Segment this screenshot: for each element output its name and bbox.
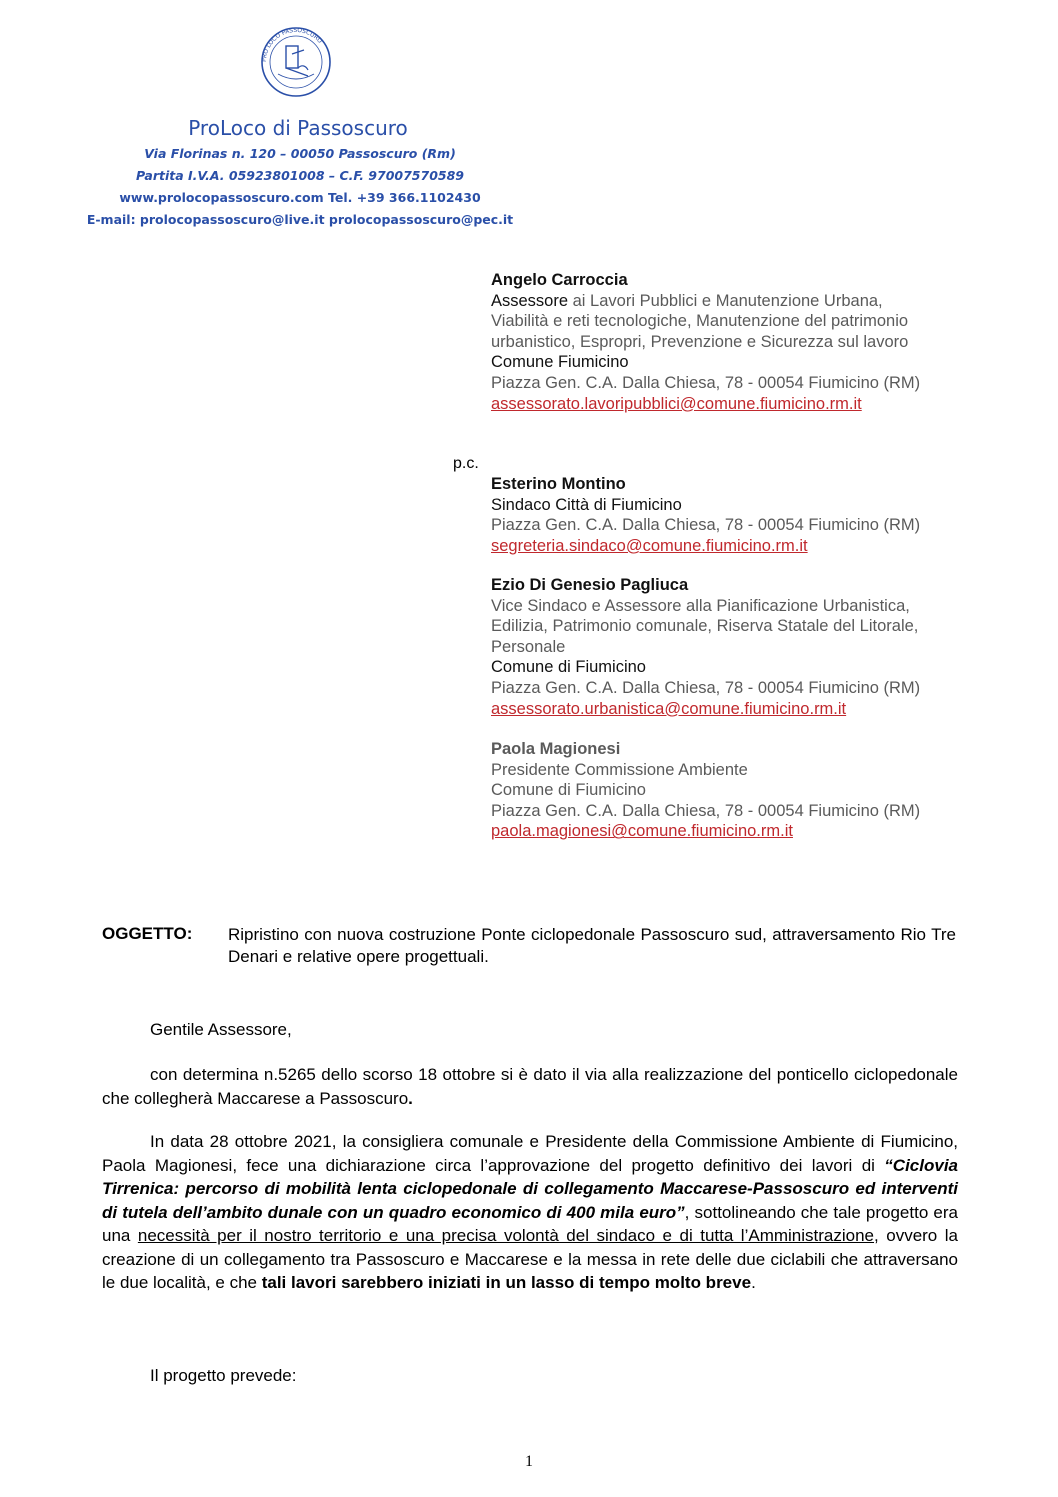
greeting: Gentile Assessore, <box>150 1020 292 1039</box>
org-web-phone[interactable]: www.prolocopassoscuro.com Tel. +39 366.1102430 <box>119 190 481 205</box>
recipient-role: Assessore ai Lavori Pubblici e Manutenzione Urbana, <box>491 291 883 310</box>
recipient-cc2 <box>491 575 920 719</box>
recipient-address: Piazza Gen. C.A. Dalla Chiesa, 78 - 00054 Fiumicino (RM) <box>491 373 921 392</box>
recipient-email-link[interactable]: assessorato.lavoripubblici@comune.fiumicino.rm.it <box>491 394 862 413</box>
recipient-entity: Comune di Fiumicino <box>491 781 646 800</box>
recipient-email-link[interactable]: assessorato.urbanistica@comune.fiumicino.rm.it <box>491 699 847 718</box>
recipient-address: Piazza Gen. C.A. Dalla Chiesa, 78 - 00054 Fiumicino (RM) <box>491 516 921 535</box>
recipient-role-line: Viabilità e reti tecnologiche, Manutenzione del patrimonio <box>491 312 909 331</box>
paragraph-2: In data 28 ottobre 2021, la consigliera comunale e Presidente della Commissione Ambiente di Fiumicino, Paola Magionesi, fece una dichiarazione circa l’approvazione del progetto definitivo dei lavori di “Ciclovia Tirrenica: percorso di mobilità lenta ciclopedonale di collegamento Maccarese-Passoscuro ed interventi di tutela dell’ambito dunale con un quadro economico di 400 mila euro”, sottolineando che tale progetto era una necessità per il nostro territorio e una precisa volontà del sindaco e di tutta l’Amministrazione, ovvero la creazione di un collegamento tra Passoscuro e Maccarese e la messa in rete delle due ciclabili che attraversano le due località, e che tali lavori sarebbero iniziati in un lasso di tempo molto breve. <box>102 1132 958 1292</box>
recipient-entity: Comune Fiumicino <box>491 353 629 372</box>
recipient-name: Paola Magionesi <box>491 740 621 758</box>
recipient-name: Esterino Montino <box>491 475 626 493</box>
org-tax-info: Partita I.V.A. 05923801008 – C.F. 97007570589 <box>136 168 464 183</box>
recipient-role-line: urbanistico, Espropri, Prevenzione e Sicurezza sul lavoro <box>491 332 909 351</box>
recipient-role-line: Personale <box>491 637 566 656</box>
org-email[interactable]: E-mail: prolocopassoscuro@live.it prolocopassoscuro@pec.it <box>86 212 514 227</box>
recipient-email-link[interactable]: paola.magionesi@comune.fiumicino.rm.it <box>491 822 793 841</box>
proloco-logo <box>258 24 334 100</box>
subject-text: Ripristino con nuova costruzione Ponte ciclopedonale Passoscuro sud, attraversamento Rio Tre Denari e relative opere progettuali. <box>228 925 956 966</box>
recipient-role: Presidente Commissione Ambiente <box>491 760 748 779</box>
org-name: ProLoco di Passoscuro <box>188 116 408 140</box>
recipient-main <box>491 270 920 414</box>
page-number: 1 <box>525 1453 533 1470</box>
recipient-address: Piazza Gen. C.A. Dalla Chiesa, 78 - 00054 Fiumicino (RM) <box>491 801 921 820</box>
recipient-cc3 <box>491 739 920 842</box>
paragraph-1: con determina n.5265 dello scorso 18 ottobre si è dato il via alla realizzazione del ponticello ciclopedonale che collegherà Maccarese a Passoscuro. <box>102 1065 958 1108</box>
org-address: Via Florinas n. 120 – 00050 Passoscuro (Rm) <box>144 146 456 161</box>
subject-label: OGGETTO: <box>102 924 193 943</box>
svg-text:PRO LOCO PASSOSCURO: PRO LOCO PASSOSCURO <box>260 26 324 63</box>
recipient-cc1 <box>491 474 920 556</box>
recipient-role-line: Edilizia, Patrimonio comunale, Riserva Statale del Litorale, <box>491 617 919 636</box>
recipient-role: Vice Sindaco e Assessore alla Pianificazione Urbanistica, <box>491 596 910 615</box>
recipient-role: Sindaco Città di Fiumicino <box>491 495 682 514</box>
recipient-address: Piazza Gen. C.A. Dalla Chiesa, 78 - 00054 Fiumicino (RM) <box>491 678 921 697</box>
recipient-email-link[interactable]: segreteria.sindaco@comune.fiumicino.rm.it <box>491 536 808 555</box>
recipient-name: Angelo Carroccia <box>491 271 628 289</box>
pc-label: p.c. <box>453 455 479 472</box>
recipient-name: Ezio Di Genesio Pagliuca <box>491 576 689 594</box>
paragraph-3: Il progetto prevede: <box>150 1366 297 1385</box>
recipient-entity: Comune di Fiumicino <box>491 658 646 677</box>
